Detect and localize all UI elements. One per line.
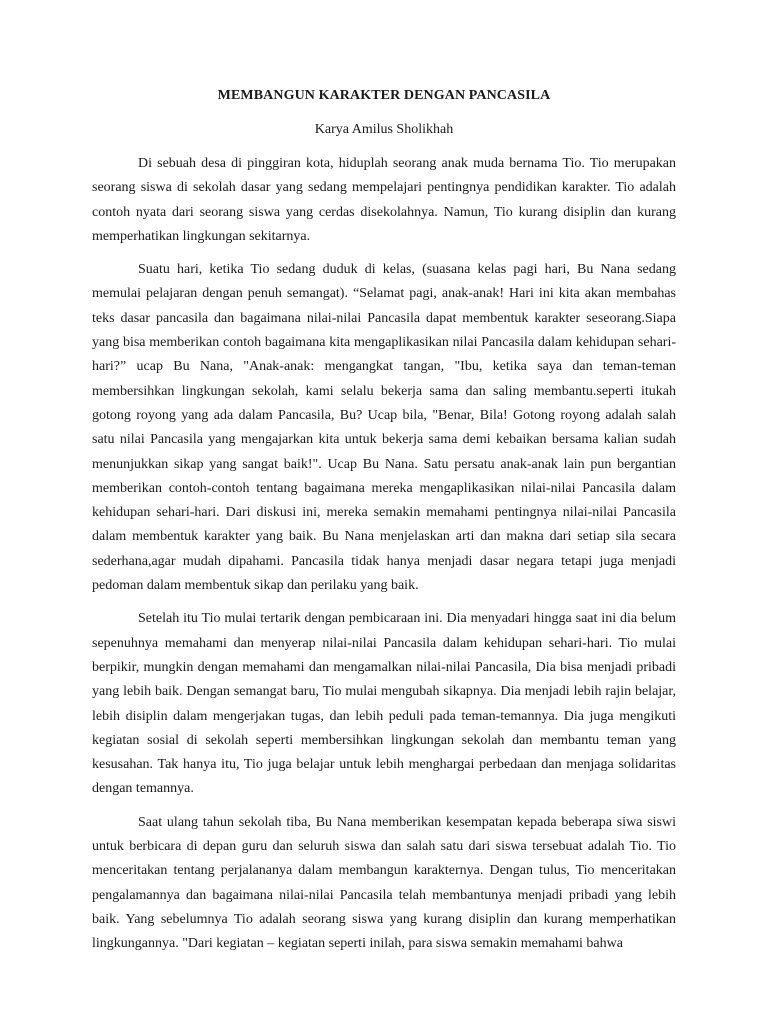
document-body [92, 152, 676, 966]
document-title: MEMBANGUN KARAKTER DENGAN PANCASILA [217, 88, 551, 103]
paragraph-1: Di sebuah desa di pinggiran kota, hiduplah seorang anak muda bernama Tio. Tio merupakan seorang siswa di sekolah dasar yang sedang mempelajari pentingnya pendidikan karakter. Tio adalah contoh nyata dari seorang siswa yang cerdas disekolahnya. Namun, Tio kurang disiplin dan kurang memperhatikan lingkungan sekitarnya. [92, 156, 676, 244]
document-author: Karya Amilus Sholikhah [314, 122, 454, 137]
paragraph-4: Saat ulang tahun sekolah tiba, Bu Nana memberikan kesempatan kepada beberapa siwa siswi untuk berbicara di depan guru dan seluruh siswa dan salah satu dari siswa tersebuat adalah Tio. Tio menceritakan tentang perjalananya dalam membangun karakternya. Dengan tulus, Tio menceritakan pengalamannya dan bagaimana nilai-nilai Pancasila telah membantunya menjadi pribadi yang lebih baik. Yang sebelumnya Tio adalah seorang siswa yang kurang disiplin dan kurang memperhatikan lingkungannya. "Dari kegiatan – kegiatan seperti inilah, para siswa semakin memahami bahwa [92, 814, 676, 952]
paragraph-3: Setelah itu Tio mulai tertarik dengan pembicaraan ini. Dia menyadari hingga saat ini dia belum sepenuhnya memahami dan menyerap nilai-nilai Pancasila dalam kehidupan sehari-hari. Tio mulai berpikir, mungkin dengan memahami dan mengamalkan nilai-nilai Pancasila, Dia bisa menjadi pribadi yang lebih baik. Dengan semangat baru, Tio mulai mengubah sikapnya. Dia menjadi lebih rajin belajar, lebih disiplin dalam mengerjakan tugas, dan lebih peduli pada teman-temannya. Dia juga mengikuti kegiatan sosial di sekolah seperti membersihkan lingkungan sekolah dan membantu teman yang kesusahan. Tak hanya itu, Tio juga belajar untuk lebih menghargai perbedaan dan menjaga solidaritas dengan temannya. [92, 611, 676, 797]
paragraph-2: Suatu hari, ketika Tio sedang duduk di kelas, (suasana kelas pagi hari, Bu Nana sedang memulai pelajaran dengan penuh semangat). “Selamat pagi, anak-anak! Hari ini kita akan membahas teks dasar pancasila dan bagaimana nilai-nilai Pancasila dapat membentuk karakter seseorang.Siapa yang bisa memberikan contoh bagaimana kita mengaplikasikan nilai Pancasila dalam kehidupan sehari-hari?” ucap Bu Nana, "Anak-anak: mengangkat tangan, "Ibu, ketika saya dan teman-teman membersihkan lingkungan sekolah, kami selalu bekerja sama dan saling membantu.seperti itukah gotong royong yang ada dalam Pancasila, Bu? Ucap bila, "Benar, Bila! Gotong royong adalah salah satu nilai Pancasila yang mengajarkan kita untuk bekerja sama demi kebaikan bersama kalian sudah menunjukkan sikap yang sangat baik!". Ucap Bu Nana. Satu persatu anak-anak lain pun bergantian memberikan contoh-contoh tentang bagaimana mereka mengaplikasikan nilai-nilai Pancasila dalam kehidupan sehari-hari. Dari diskusi ini, mereka semakin memahami pentingnya nilai-nilai Pancasila dalam membentuk karakter yang baik. Bu Nana menjelaskan arti dan makna dari setiap sila secara sederhana,agar mudah dipahami. Pancasila tidak hanya menjadi dasar negara tetapi juga menjadi pedoman dalam membentuk sikap dan perilaku yang baik. [92, 262, 676, 594]
